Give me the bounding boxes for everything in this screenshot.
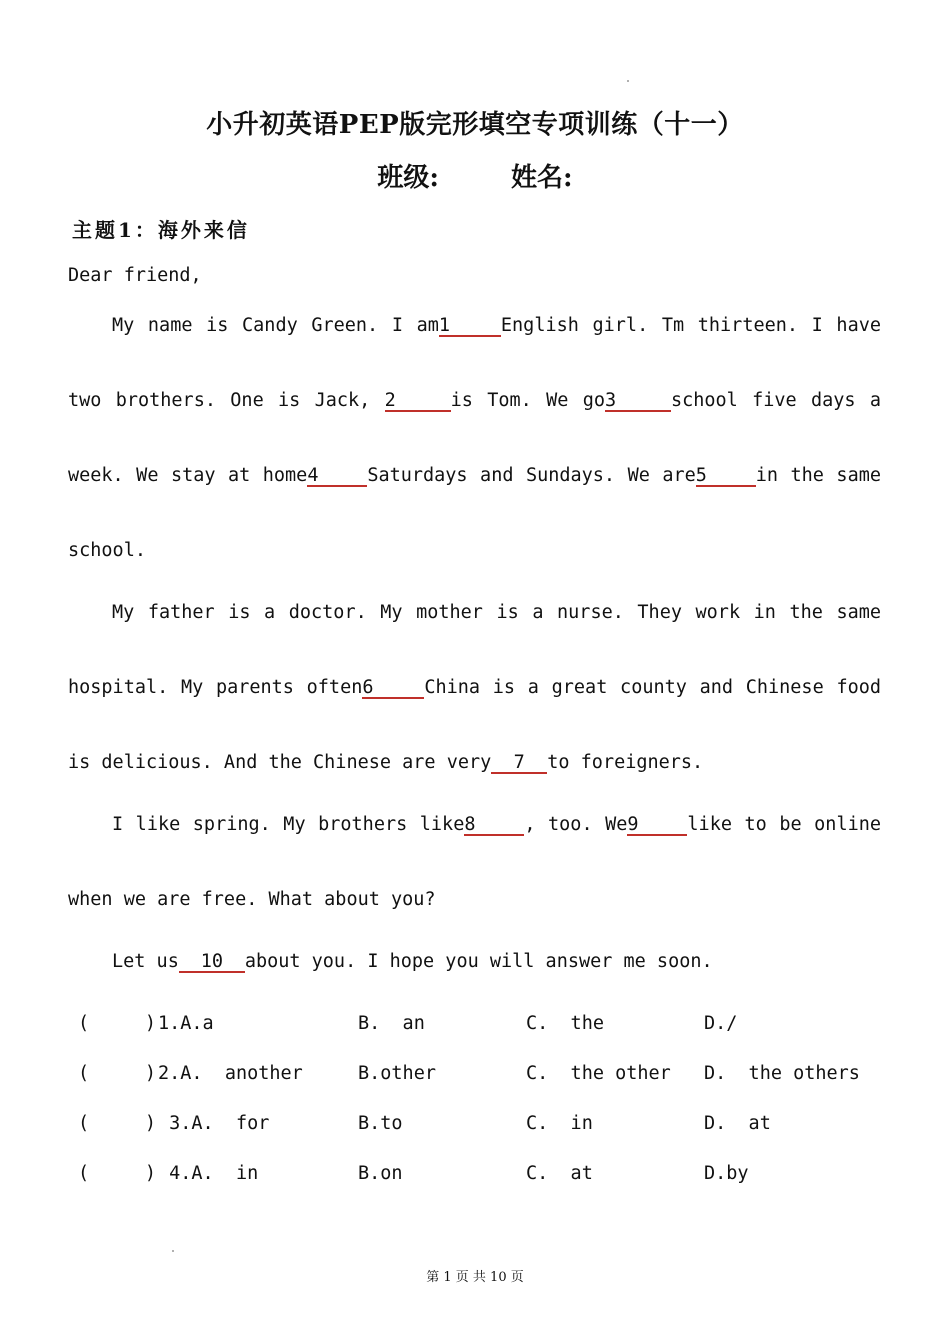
option-d: D. the others	[704, 1063, 860, 1084]
blank-6: 6	[362, 679, 424, 699]
option-a: 3.A. for	[158, 1113, 270, 1134]
option-a: 4.A. in	[158, 1163, 259, 1184]
class-name-row	[0, 157, 950, 194]
paragraph-3-line-1: I like spring. My brothers like8 , too. We9 like to be online	[112, 814, 881, 835]
paragraph-2-line-1: My father is a doctor. My mother is a nurse. They work in the same	[112, 602, 881, 623]
paragraph-4-line-1: Let us 10 about you. I hope you will answer me soon.	[112, 951, 713, 972]
option-d: D.by	[704, 1163, 749, 1184]
paragraph-2-line-2: hospital. My parents often6 China is a great county and Chinese food	[68, 677, 881, 698]
paragraph-1-line-4: school.	[68, 540, 146, 561]
blank-1: 1	[439, 317, 501, 337]
option-c: C. the	[526, 1013, 604, 1034]
blank-2: 2	[385, 392, 451, 412]
option-b: B.other	[358, 1063, 436, 1084]
option-a: 1.A.a	[158, 1013, 214, 1034]
paragraph-2-line-3: is delicious. And the Chinese are very 7 to foreigners.	[68, 752, 704, 773]
option-a: 2.A. another	[158, 1063, 303, 1084]
option-c: C. the other	[526, 1063, 671, 1084]
blank-9: 9	[627, 816, 687, 836]
paragraph-3-line-2: when we are free. What about you?	[68, 889, 436, 910]
blank-3: 3	[605, 392, 671, 412]
answer-paren: ( )	[78, 1113, 156, 1134]
salutation: Dear friend,	[68, 265, 202, 286]
document-title: 小升初英语PEP版完形填空专项训练（十一）	[206, 110, 744, 140]
option-c: C. in	[526, 1113, 593, 1134]
option-d: D./	[704, 1013, 738, 1034]
paragraph-1-line-3: week. We stay at home4 Saturdays and Sundays. We are5 in the same	[68, 465, 881, 486]
paragraph-1-line-2: two brothers. One is Jack, 2 is Tom. We go3 school five days a	[68, 390, 882, 411]
scan-speck	[172, 1250, 174, 1252]
paragraph-1-line-1: My name is Candy Green. I am1 English girl. Tm thirteen. I have	[112, 315, 881, 336]
answer-paren: ( )	[78, 1013, 156, 1034]
option-c: C. at	[526, 1163, 593, 1184]
blank-10: 10	[179, 953, 245, 973]
scan-speck	[627, 80, 629, 82]
topic-heading: 主题1：海外来信	[72, 218, 250, 242]
option-d: D. at	[704, 1113, 771, 1134]
name-label: 姓名:	[511, 163, 573, 193]
blank-7: 7	[491, 754, 547, 774]
blank-5: 5	[696, 467, 756, 487]
blank-4: 4	[307, 467, 367, 487]
page-footer: 第 1 页 共 10 页	[426, 1270, 524, 1285]
option-b: B.to	[358, 1113, 403, 1134]
answer-paren: ( )	[78, 1163, 156, 1184]
class-label: 班级:	[377, 163, 439, 193]
answer-paren: ( )	[78, 1063, 156, 1084]
option-b: B.on	[358, 1163, 403, 1184]
blank-8: 8	[464, 816, 524, 836]
option-b: B. an	[358, 1013, 425, 1034]
